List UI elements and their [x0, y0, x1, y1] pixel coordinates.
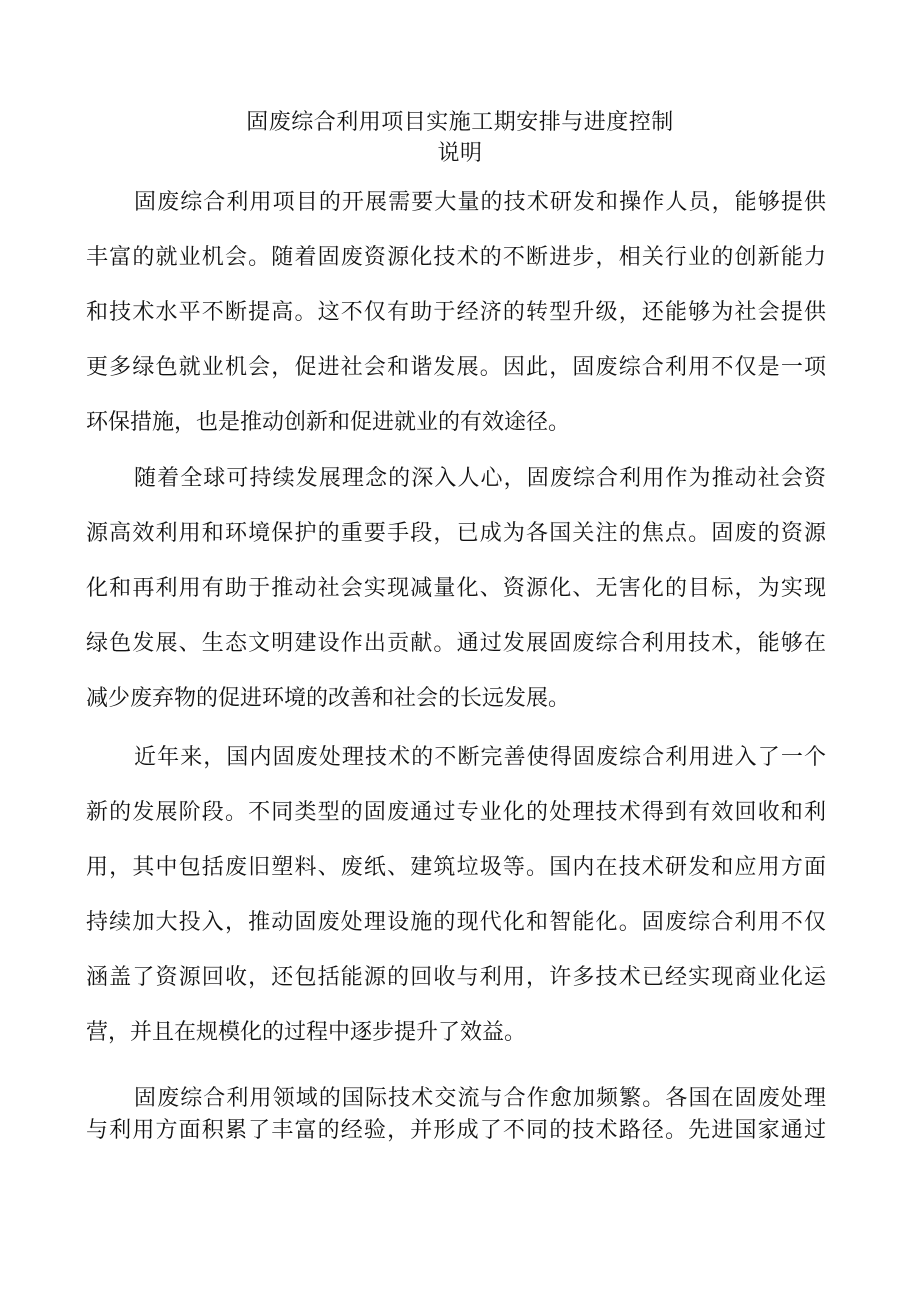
paragraph-line: 减少废弃物的促进环境的改善和社会的长远发展。	[86, 686, 571, 711]
document-title: 固废综合利用项目实施工期安排与进度控制	[246, 110, 674, 135]
paragraph-line: 涵盖了资源回收，还包括能源的回收与利用，许多技术已经实现商业化运	[86, 965, 826, 990]
paragraph-line: 与利用方面积累了丰富的经验，并形成了不同的技术路径。先进国家通过	[86, 1118, 826, 1143]
paragraph-line: 用，其中包括废旧塑料、废纸、建筑垃圾等。国内在技术研发和应用方面	[86, 855, 826, 880]
paragraph-line: 环保措施，也是推动创新和促进就业的有效途径。	[86, 410, 571, 435]
paragraph-line: 更多绿色就业机会，促进社会和谐发展。因此，固废综合利用不仅是一项	[86, 355, 826, 380]
paragraph-line: 和技术水平不断提高。这不仅有助于经济的转型升级，还能够为社会提供	[86, 300, 826, 325]
paragraph-line: 营，并且在规模化的过程中逐步提升了效益。	[86, 1020, 527, 1045]
paragraph-line: 近年来，国内固废处理技术的不断完善使得固废综合利用进入了一个	[134, 745, 826, 770]
paragraph-line: 固废综合利用项目的开展需要大量的技术研发和操作人员，能够提供	[134, 190, 826, 215]
paragraph-line: 绿色发展、生态文明建设作出贡献。通过发展固废综合利用技术，能够在	[86, 631, 826, 656]
paragraph-line: 持续加大投入，推动固废处理设施的现代化和智能化。固废综合利用不仅	[86, 910, 826, 935]
paragraph-line: 丰富的就业机会。随着固废资源化技术的不断进步，相关行业的创新能力	[86, 245, 826, 270]
paragraph-line: 源高效利用和环境保护的重要手段，已成为各国关注的焦点。固废的资源	[86, 521, 826, 546]
paragraph-line: 新的发展阶段。不同类型的固废通过专业化的处理技术得到有效回收和利	[86, 800, 826, 825]
paragraph-line: 随着全球可持续发展理念的深入人心，固废综合利用作为推动社会资	[134, 466, 826, 491]
document-subtitle: 说明	[437, 141, 483, 166]
paragraph-line: 固废综合利用领域的国际技术交流与合作愈加频繁。各国在固废处理	[134, 1086, 826, 1111]
paragraph-line: 化和再利用有助于推动社会实现减量化、资源化、无害化的目标，为实现	[86, 576, 826, 601]
